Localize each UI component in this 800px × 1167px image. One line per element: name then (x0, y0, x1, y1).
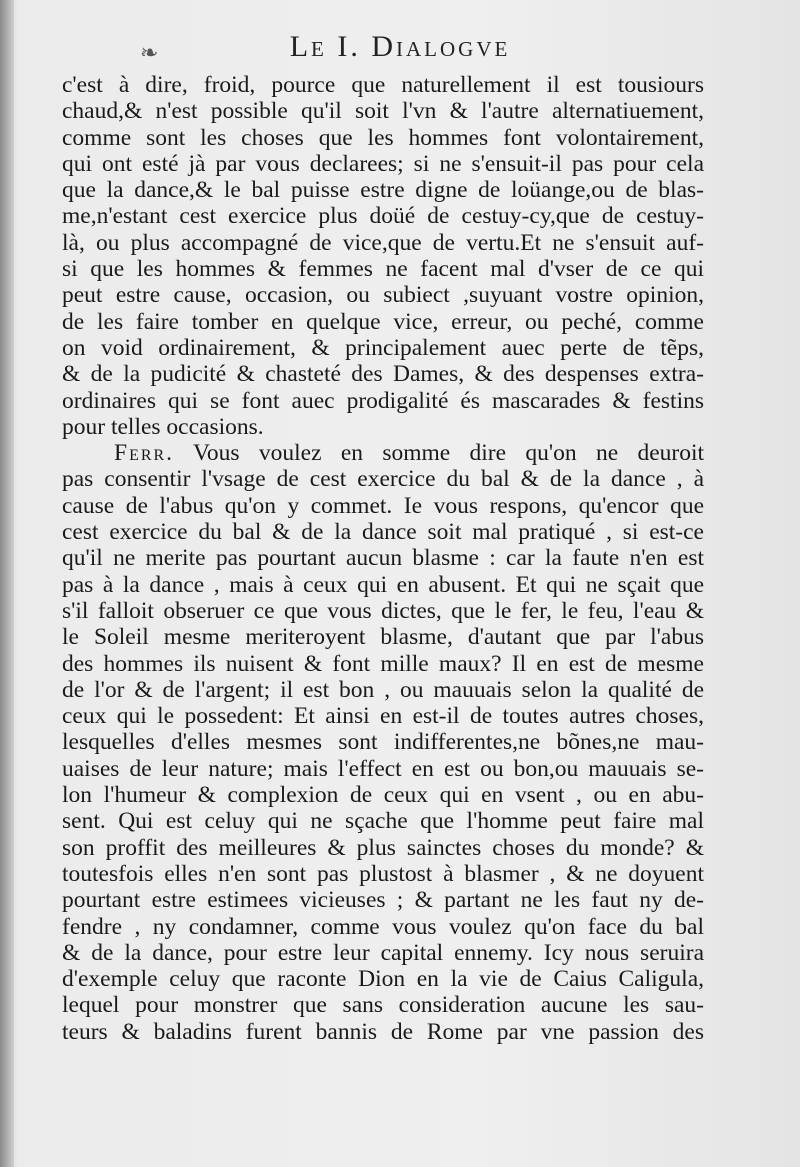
paragraph-1 (62, 72, 704, 440)
text-line: & de la pudicité & chasteté des Dames, & des despenses extra- (62, 361, 704, 388)
text-line: si que les hommes & femmes ne facent mal d'vser de ce qui (62, 256, 704, 283)
text-line: ordinaires qui se font auec prodigalité és mascarades & festins (62, 387, 704, 414)
text-line: lon l'humeur & complexion de ceux qui en vsent , ou en abu- (62, 782, 704, 809)
header-ornament-icon: ❧ (140, 40, 159, 65)
text-line-first (62, 440, 704, 466)
text-line: pourtant estre estimees vicieuses ; & partant ne les faut ny de- (62, 887, 704, 914)
text-line: le Soleil mesme meriteroyent blasme, d'autant que par l'abus (62, 624, 704, 651)
text-line: pas consentir l'vsage de cest exercice du bal & de la dance , à (62, 466, 704, 493)
text-line: ceux qui le possedent: Et ainsi en est-il de toutes autres choses, (62, 703, 704, 730)
text-line: son proffit des meilleures & plus sainctes choses du monde? & (62, 834, 704, 861)
text-line: s'il falloit obseruer ce que vous dictes, que le fer, le feu, l'eau & (62, 597, 704, 624)
text-line: là, ou plus accompagné de vice,que de vertu.Et ne s'ensuit auf- (62, 229, 704, 256)
text-line: cest exercice du bal & de la dance soit mal pratiqué , si est-ce (62, 519, 704, 546)
text-line: chaud,& n'est possible qu'il soit l'vn & l'autre alternatiuement, (62, 98, 704, 125)
body-text (62, 72, 704, 1045)
text-line: teurs & baladins furent bannis de Rome par vne passion des (62, 1018, 704, 1045)
text-line: uaises de leur nature; mais l'effect en est ou bon,ou mauuais se- (62, 755, 704, 782)
text-line: cause de l'abus qu'on y commet. Ie vous respons, qu'encor que (62, 492, 704, 519)
text-line: de les faire tomber en quelque vice, erreur, ou peché, comme (62, 308, 704, 335)
text-line: fendre , ny condamner, comme vous voulez qu'on face du bal (62, 913, 704, 940)
text-line: me,n'estant cest exercice plus doüé de cestuy-cy,que de cestuy- (62, 203, 704, 230)
text-line: qui ont esté jà par vous declarees; si ne s'ensuit-il pas pour cela (62, 150, 704, 177)
text-line: comme sont les choses que les hommes font volontairement, (62, 124, 704, 151)
page-header (0, 30, 800, 64)
text-line: de l'or & de l'argent; il est bon , ou mauuais selon la qualité de (62, 676, 704, 703)
speaker-name: Ferr. (114, 440, 175, 467)
paragraph-2 (62, 440, 704, 1045)
text-line: c'est à dire, froid, pource que naturellement il est tousiours (62, 72, 704, 98)
text-line: on void ordinairement, & principalement auec perte de tẽps, (62, 334, 704, 361)
page-gutter-shadow (0, 0, 14, 1167)
text-line: pas à la dance , mais à ceux qui en abusent. Et qui ne sçait que (62, 571, 704, 598)
text-line: qu'il ne merite pas pourtant aucun blasme : car la faute n'en est (62, 545, 704, 572)
text-line: pour telles occasions. (62, 413, 264, 440)
text-line: lequel pour monstrer que sans consideration aucune les sau- (62, 992, 704, 1019)
text-line: que la dance,& le bal puisse estre digne de loüange,ou de blas- (62, 177, 704, 204)
text-line: sent. Qui est celuy qui ne sçache que l'homme peut faire mal (62, 808, 704, 835)
text-line: lesquelles d'elles mesmes sont indifferentes,ne bõnes,ne mau- (62, 729, 704, 756)
text-line: peut estre cause, occasion, ou subiect ,suyuant vostre opinion, (62, 282, 704, 309)
running-title: Le I. Dialogve (289, 30, 511, 63)
first-line-text: Vous voulez en somme dire qu'on ne deuroit (192, 440, 705, 467)
text-line: & de la dance, pour estre leur capital ennemy. Icy nous seruira (62, 939, 704, 966)
text-line: des hommes ils nuisent & font mille maux? Il en est de mesme (62, 650, 704, 677)
text-line: d'exemple celuy que raconte Dion en la vie de Caius Caligula, (62, 966, 704, 993)
text-line: toutesfois elles n'en sont pas plustost à blasmer , & ne doyuent (62, 860, 704, 887)
